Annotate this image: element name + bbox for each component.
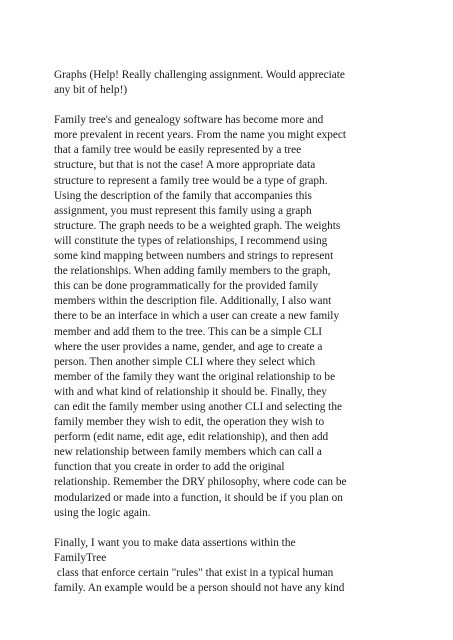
text-line: modularized or made into a function, it should be if you plan on [54, 491, 343, 504]
document-body [54, 68, 400, 596]
text-line: the relationships. When adding family members to the graph, [54, 265, 331, 278]
text-line: structure to represent a family tree would be a type of graph. [54, 174, 328, 187]
text-line: new relationship between family members which can call a [54, 446, 322, 459]
text-line: perform (edit name, edit age, edit relationship), and then add [54, 431, 329, 444]
text-line: assignment, you must represent this family using a graph [54, 204, 312, 217]
text-line: where the user provides a name, gender, and age to create a [54, 340, 323, 353]
text-line: relationship. Remember the DRY philosophy, where code can be [54, 476, 347, 489]
text-line: member and add them to the tree. This can be a simple CLI [54, 325, 323, 338]
text-line: family. An example would be a person should not have any kind [54, 582, 345, 594]
text-line: there to be an interface in which a user can create a new family [54, 310, 340, 323]
text-line: Using the description of the family that accompanies this [54, 189, 312, 202]
text-line: with and what kind of relationship it should be. Finally, they [54, 385, 327, 398]
text-line: this can be done programmatically for the provided family [54, 280, 319, 293]
paragraph [54, 68, 400, 98]
paragraph [54, 113, 400, 521]
text-line: class that enforce certain "rules" that exist in a typical human [54, 566, 334, 579]
text-line: using the logic again. [54, 506, 151, 519]
text-line: family member they wish to edit, the operation they wish to [54, 416, 325, 429]
paragraph [54, 536, 400, 596]
text-line: structure, but that is not the case! A more appropriate data [54, 159, 316, 172]
text-line: that a family tree would be easily represented by a tree [54, 144, 302, 157]
text-line: Family tree's and genealogy software has become more and [54, 114, 324, 127]
text-line: Graphs (Help! Really challenging assignment. Would appreciate [54, 69, 345, 81]
text-line: FamilyTree [54, 551, 107, 564]
text-line: can edit the family member using another CLI and selecting the [54, 400, 342, 413]
text-line: members within the description file. Additionally, I also want [54, 295, 332, 308]
text-line: structure. The graph needs to be a weighted graph. The weights [54, 219, 341, 232]
text-line: member of the family they want the original relationship to be [54, 370, 336, 383]
text-line: will constitute the types of relationships, I recommend using [54, 234, 328, 247]
text-line: any bit of help!) [54, 84, 128, 97]
text-line: person. Then another simple CLI where they select which [54, 355, 316, 368]
text-line: some kind mapping between numbers and strings to represent [54, 250, 334, 263]
text-line: function that you create in order to add the original [54, 461, 285, 474]
text-line: more prevalent in recent years. From the name you might expect [54, 129, 347, 142]
text-line: Finally, I want you to make data assertions within the [54, 536, 296, 549]
